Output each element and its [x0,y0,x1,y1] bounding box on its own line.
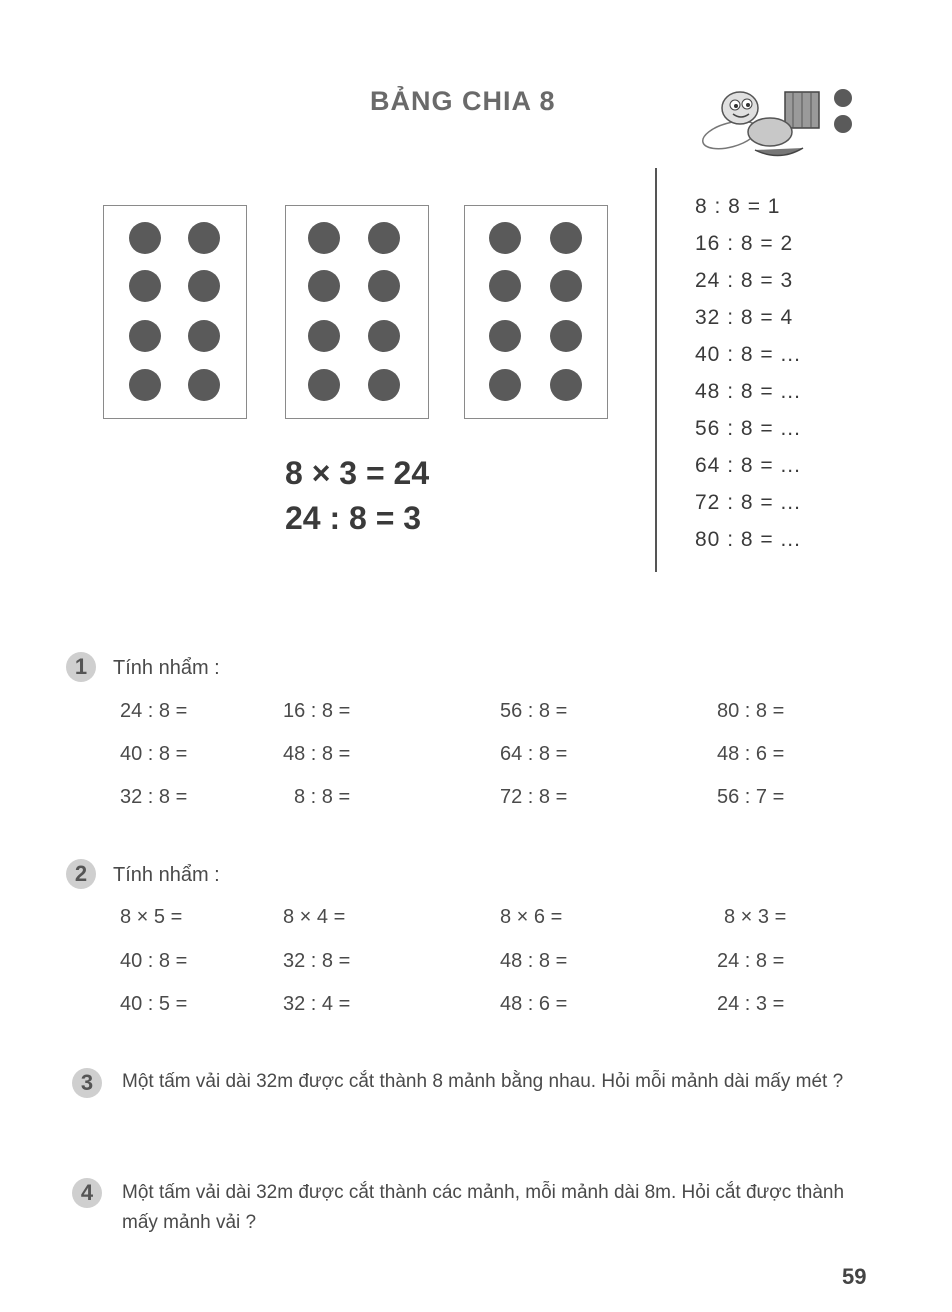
exercise-2-item: 48 : 8 = [500,950,568,972]
exercise-1-item: 24 : 8 = [120,700,188,722]
division-table-row: 72 : 8 = ... [695,491,801,514]
dot [188,369,220,401]
example-division: 24 : 8 = 3 [285,500,422,536]
dot [308,369,340,401]
dot [550,369,582,401]
dot [550,222,582,254]
exercise-2-badge: 2 [66,859,96,889]
bee-mascot-illustration [695,80,855,170]
division-table-row: 8 : 8 = 1 [695,195,781,218]
exercise-1-item: 48 : 8 = [283,743,351,765]
dot [129,222,161,254]
exercise-2-item: 40 : 5 = [120,993,188,1015]
dot [129,369,161,401]
dot [188,270,220,302]
exercise-1-item: 80 : 8 = [717,700,785,722]
exercise-2-item: 8 × 6 = [500,906,563,928]
exercise-1-item: 8 : 8 = [294,786,351,808]
exercise-2-item: 32 : 4 = [283,993,351,1015]
dot [550,320,582,352]
dot-card-3 [464,205,608,419]
exercise-2-item: 8 × 5 = [120,906,183,928]
division-table-row: 64 : 8 = ... [695,454,801,477]
dot [368,369,400,401]
exercise-1-item: 32 : 8 = [120,786,188,808]
exercise-4-badge: 4 [72,1178,102,1208]
exercise-2-label: Tính nhẩm : [113,864,220,886]
exercise-1-item: 56 : 8 = [500,700,568,722]
dot [129,270,161,302]
exercise-1-item: 56 : 7 = [717,786,785,808]
division-table-row: 48 : 8 = ... [695,380,801,403]
exercise-1-item: 72 : 8 = [500,786,568,808]
dot [368,320,400,352]
divider-line [655,168,657,572]
dot-card-1 [103,205,247,419]
dot [129,320,161,352]
exercise-2-item: 24 : 8 = [717,950,785,972]
dot [188,222,220,254]
exercise-3-badge: 3 [72,1068,102,1098]
division-table-row: 56 : 8 = ... [695,417,801,440]
dot [550,270,582,302]
exercise-2-item: 8 × 3 = [724,906,787,928]
exercise-2-item: 24 : 3 = [717,993,785,1015]
dot-card-2 [285,205,429,419]
exercise-1-item: 48 : 6 = [717,743,785,765]
division-table-row: 16 : 8 = 2 [695,232,794,255]
dot [188,320,220,352]
exercise-1-item: 40 : 8 = [120,743,188,765]
dot [308,222,340,254]
dot [368,222,400,254]
dot [489,222,521,254]
exercise-1-badge: 1 [66,652,96,682]
exercise-1-item: 16 : 8 = [283,700,351,722]
dot [489,270,521,302]
exercise-2-item: 32 : 8 = [283,950,351,972]
division-table-row: 80 : 8 = ... [695,528,801,551]
exercise-4-text: Một tấm vải dài 32m được cắt thành các mảnh, mỗi mảnh dài 8m. Hỏi cắt được thành mấy mảnh vải ? [122,1182,845,1233]
dot [368,270,400,302]
example-multiplication: 8 × 3 = 24 [285,455,430,491]
page-title: BẢNG CHIA 8 [370,86,556,116]
exercise-2-item: 48 : 6 = [500,993,568,1015]
division-table-row: 24 : 8 = 3 [695,269,794,292]
page-number: 59 [842,1264,867,1289]
exercise-2-item: 40 : 8 = [120,950,188,972]
dot [308,270,340,302]
dot [489,369,521,401]
exercise-1-label: Tính nhẩm : [113,657,220,679]
exercise-1-item: 64 : 8 = [500,743,568,765]
exercise-3-text: Một tấm vải dài 32m được cắt thành 8 mảnh bằng nhau. Hỏi mỗi mảnh dài mấy mét ? [122,1071,844,1092]
dot [489,320,521,352]
exercise-2-item: 8 × 4 = [283,906,346,928]
division-table-row: 32 : 8 = 4 [695,306,794,329]
division-table-row: 40 : 8 = ... [695,343,801,366]
dot [308,320,340,352]
